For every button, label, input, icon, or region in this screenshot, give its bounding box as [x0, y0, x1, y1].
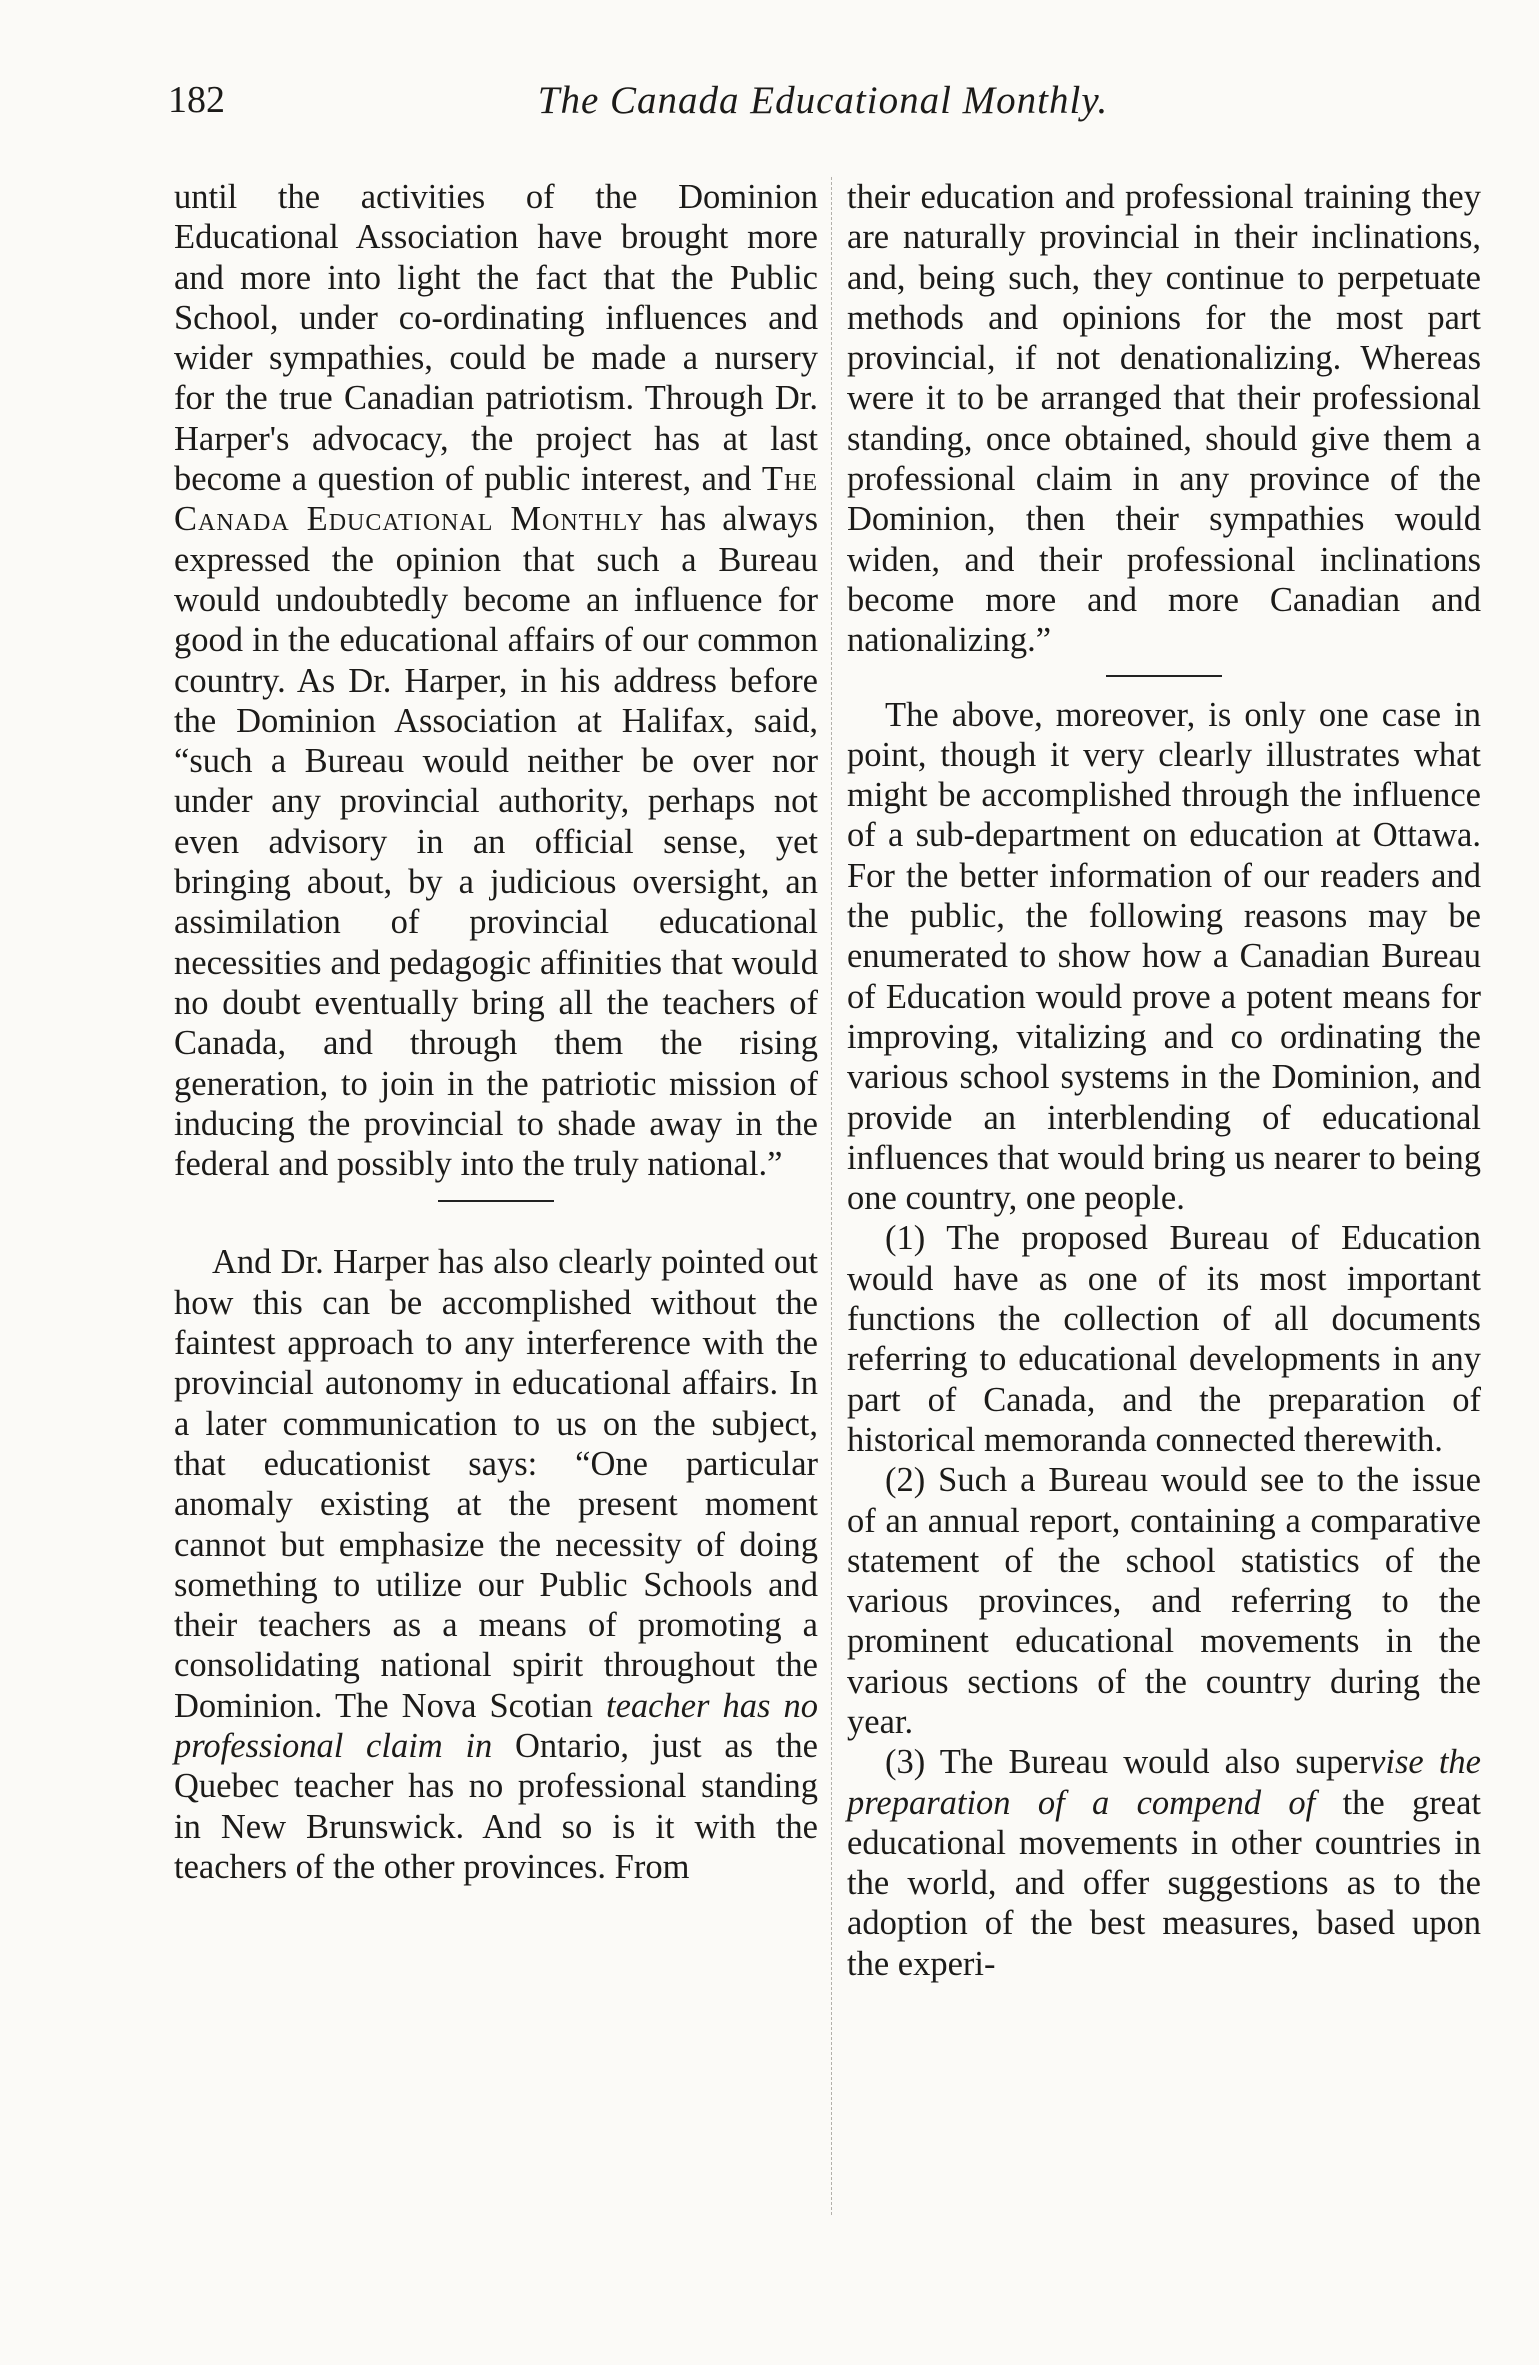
journal-name: The Canada Educational Monthly	[174, 460, 818, 539]
right-column	[847, 177, 1481, 1984]
left-paragraph-1-text-b: has always expressed the opinion that such a Bureau would undoubtedly become an influence for good in the educational affairs of our common country. As Dr. Harper, in his address before the Dominion Association at Halifax, said, “such a Bureau would neither be over nor under any provincial authority, perhaps not even advisory in an official sense, yet bringing about, by a judicious oversight, an assimilation of provincial educational necessities and pedagogic affinities that would no doubt eventually bring all the teachers of Canada, and through them the rising generation, to join in the patriotic mission of inducing the provincial to shade away in the federal and possibly into the truly national.”	[174, 500, 818, 1184]
left-paragraph-2-text-b: Ontario, just as the Quebec teacher has no professional standing in New Brunswick. And so is it with the teachers of the other provinces. From	[174, 1726, 818, 1886]
section-divider-right	[1106, 675, 1222, 677]
left-paragraph-1	[174, 177, 818, 1184]
list-item-3-text-b: the great educational movements in other countries in the world, and offer suggestions as to the adoption of the best measures, based upon the experi-	[847, 1783, 1481, 1983]
list-item-3-italic: vise the preparation of a compend of	[847, 1743, 1481, 1822]
column-divider	[831, 177, 832, 2215]
right-paragraph-2: The above, moreover, is only one case in point, though it very clearly illustrates what might be accomplished through the influence of a sub-department on education at Ottawa. For the better information of our readers and the public, the following reasons may be enumerated to show how a Canadian Bureau of Education would prove a potent means for improving, vitalizing and co ordinating the various school systems in the Dominion, and provide an interblending of educational influences that would bring us nearer to being one country, one people.	[847, 695, 1481, 1218]
page-number: 182	[168, 79, 225, 121]
running-title: The Canada Educational Monthly.	[537, 79, 1109, 122]
left-paragraph-2-text-a: And Dr. Harper has also clearly pointed out how this can be accomplished without the faintest approach to any interference with the provincial autonomy in educational affairs. In a later communication to us on the subject, that educationist says: “One particular anomaly existing at the present moment cannot but emphasize the necessity of doing something to utilize our Public Schools and their teachers as a means of promoting a consolidating national spirit throughout the Dominion. The Nova Scotian	[174, 1243, 818, 1725]
list-item-1: (1) The proposed Bureau of Education would have as one of its most important functions the collection of all documents referring to educational developments in any part of Canada, and the preparation of historical memoranda connected therewith.	[847, 1219, 1481, 1459]
page-header	[168, 78, 1478, 128]
left-paragraph-2	[174, 1242, 818, 1887]
left-column	[174, 177, 818, 1887]
section-divider-left	[438, 1200, 554, 1202]
list-item-3	[847, 1742, 1481, 1984]
left-paragraph-2-italic: teacher has no professional claim in	[174, 1686, 818, 1765]
list-item-3-text-a: (3) The Bureau would also super	[885, 1743, 1371, 1782]
list-item-2: (2) Such a Bureau would see to the issue of an annual report, containing a comparative statement of the school statistics of the various provinces, and referring to the prominent educational movements in the various sections of the country during the year.	[847, 1461, 1481, 1741]
right-paragraph-1: their education and professional training they are naturally provincial in their inclinations, and, being such, they continue to perpetuate methods and opinions for the most part provincial, if not denationalizing. Whereas were it to be arranged that their professional standing, once obtained, should give them a professional claim in any province of the Dominion, then their sympathies would widen, and their professional inclinations become more and more Canadian and nationalizing.”	[847, 178, 1481, 660]
left-paragraph-1-text-a: until the activities of the Dominion Educational Association have brought more and more into light the fact that the Public School, under co-ordinating influences and wider sympathies, could be made a nursery for the true Canadian patriotism. Through Dr. Harper's advocacy, the project has at last become a question of public interest, and	[174, 178, 818, 499]
